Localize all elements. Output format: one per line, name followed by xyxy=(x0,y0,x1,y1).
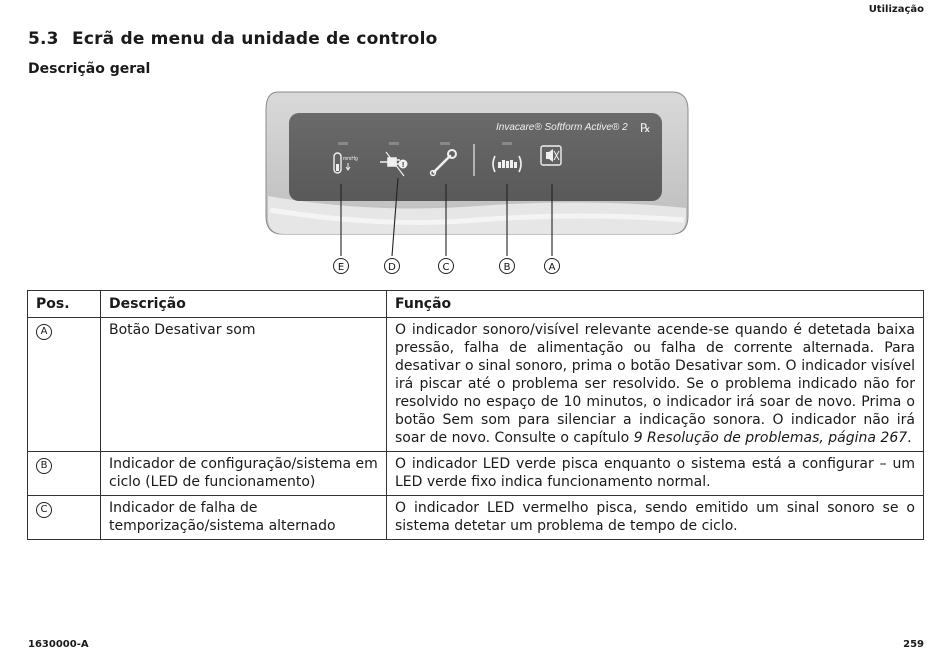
row-description: Indicador de falha de temporização/sistema alternado xyxy=(101,496,387,540)
row-description: Indicador de configuração/sistema em ciclo (LED de funcionamento) xyxy=(101,452,387,496)
callout-e: E xyxy=(337,262,345,273)
pos-marker: B xyxy=(36,458,52,474)
row-function xyxy=(387,318,924,452)
subsection-title: Descrição geral xyxy=(28,61,151,77)
brand-label: Invacare® Softform Active® 2 xyxy=(496,122,628,133)
pos-marker: A xyxy=(36,324,52,340)
led-d xyxy=(389,142,399,145)
callout-d: D xyxy=(388,262,396,273)
document-number: 1630000-A xyxy=(28,639,89,650)
table-row xyxy=(28,318,924,452)
row-function: O indicador LED verde pisca enquanto o sistema está a configurar – um LED verde fixo indica funcionamento normal. xyxy=(387,452,924,496)
callout-c: C xyxy=(442,262,450,273)
row-pos xyxy=(28,452,101,496)
table-row xyxy=(28,496,924,540)
rx-symbol: ℞ xyxy=(640,121,651,135)
row-description: Botão Desativar som xyxy=(101,318,387,452)
function-text: O indicador sonoro/visível relevante acende-se quando é detetada baixa pressão, falha de alimentação ou falha de corrente alternada. Para desativar o sinal sonoro, prima o botão Desativar som. O indicador visível irá piscar até o problema ser resolvido. Se o problema indicado não for resolvido no espaço de 10 minutos, o indicador irá soar de novo. Prima o botão Sem som para silenciar a indicação sonora. O indicador não irá soar de novo. Consulte o capítulo xyxy=(395,322,915,446)
pos-marker: C xyxy=(36,502,52,518)
row-pos xyxy=(28,496,101,540)
control-unit-figure xyxy=(262,88,692,278)
section-title: Ecrã de menu da unidade de controlo xyxy=(72,29,438,49)
mmhg-label: mmHg xyxy=(343,156,358,162)
running-header: Utilização xyxy=(868,4,924,15)
table-header-row xyxy=(28,291,924,318)
svg-text:!: ! xyxy=(401,161,405,169)
page-number: 259 xyxy=(903,639,924,650)
led-c xyxy=(440,142,450,145)
description-table xyxy=(27,290,924,540)
header-pos: Pos. xyxy=(28,291,101,318)
led-e xyxy=(338,142,348,145)
section-number: 5.3 xyxy=(28,29,59,49)
callout-a: A xyxy=(548,262,556,273)
table-row xyxy=(28,452,924,496)
row-pos xyxy=(28,318,101,452)
header-function: Função xyxy=(387,291,924,318)
cross-reference-link[interactable]: 9 Resolução de problemas, página 267 xyxy=(633,430,908,446)
callout-b: B xyxy=(503,262,511,273)
header-description: Descrição xyxy=(101,291,387,318)
led-b xyxy=(502,142,512,145)
function-end: . xyxy=(907,430,912,446)
row-function: O indicador LED vermelho pisca, sendo emitido um sinal sonoro se o sistema detetar um problema de tempo de ciclo. xyxy=(387,496,924,540)
section-heading xyxy=(28,29,437,49)
